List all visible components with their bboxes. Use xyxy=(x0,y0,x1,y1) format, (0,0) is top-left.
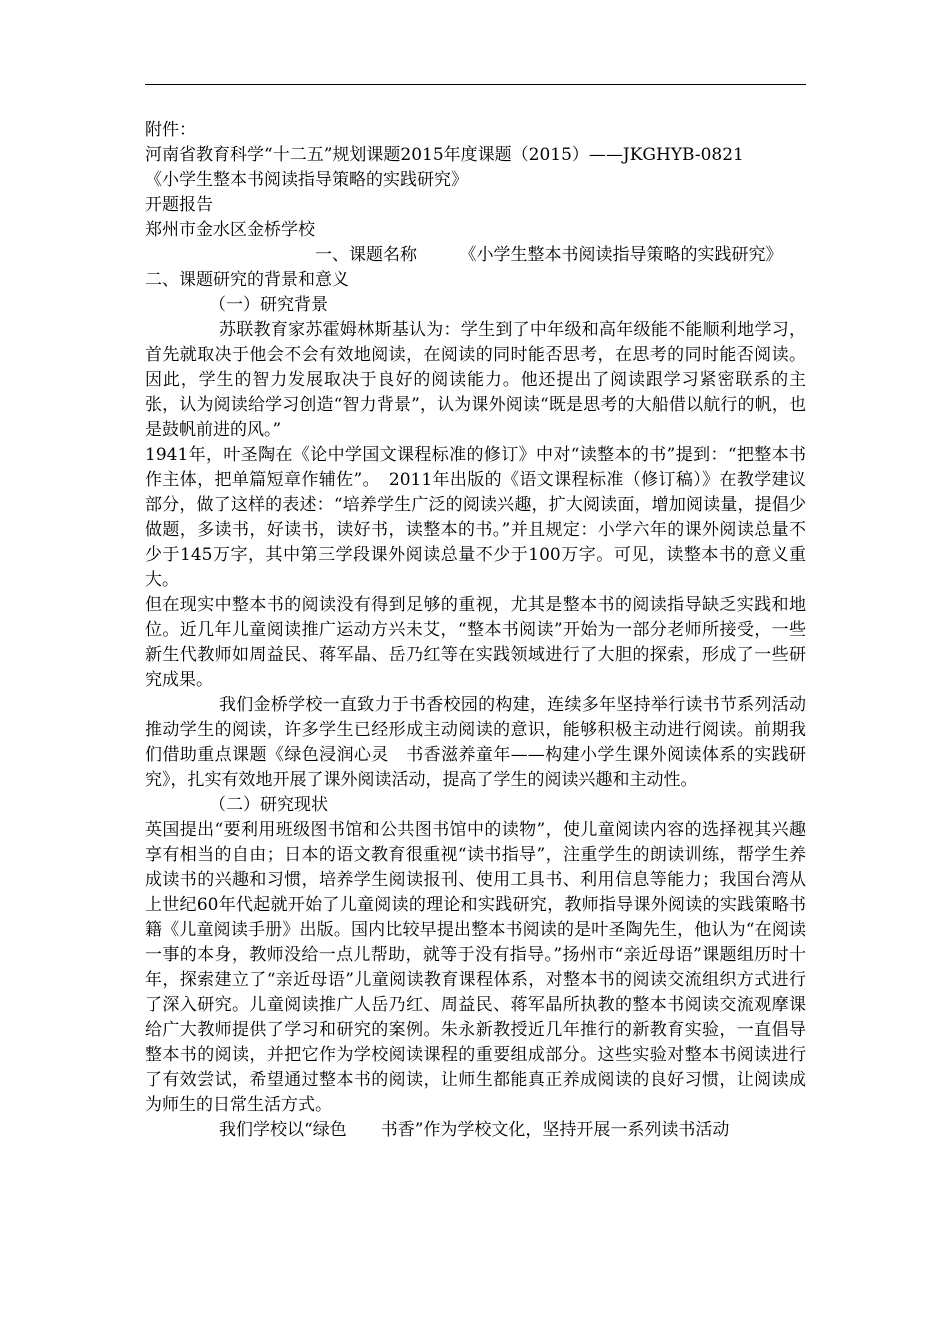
paragraph: 我们学校以“绿色 书香”作为学校文化，坚持开展一系列读书活动 xyxy=(219,1120,730,1140)
document-body xyxy=(145,118,806,1143)
subsection-2-heading: （二）研究现状 xyxy=(209,795,328,815)
school-name: 郑州市金水区金桥学校 xyxy=(145,220,315,240)
book-title: 《小学生整本书阅读指导策略的实践研究》 xyxy=(145,170,468,190)
paragraph: 苏联教育家苏霍姆林斯基认为：学生到了中年级和高年级能不能顺利地学习，首先就取决于他会不会有效地阅读，在阅读的同时能否思考，在思考的同时能否阅读。因此，学生的智力发展取决于良好的阅读能力。他还提出了阅读跟学习紧密联系的主张，认为阅读给学习创造“智力背景”，认为课外阅读“既是思考的大船借以航行的帆，也是鼓帆前进的风。” xyxy=(145,320,806,440)
report-type: 开题报告 xyxy=(145,195,213,215)
header-rule xyxy=(145,84,806,85)
paragraph: 英国提出“要利用班级图书馆和公共图书馆中的读物”，使儿童阅读内容的选择视其兴趣享有相当的自由；日本的语文教育很重视“读书指导”，注重学生的朗读训练，帮学生养成读书的兴趣和习惯，培养学生阅读报刊、使用工具书、利用信息等能力；我国台湾从上世纪60年代起就开始了儿童阅读的理论和实践研究，教师指导课外阅读的实践策略书籍《儿童阅读手册》出版。国内比较早提出整本书阅读的是叶圣陶先生，他认为“在阅读一事的本身，教师没给一点儿帮助，就等于没有指导。”扬州市“亲近母语”课题组历时十年，探索建立了“亲近母语”儿童阅读教育课程体系，对整本书的阅读交流组织方式进行了深入研究。儿童阅读推广人岳乃红、周益民、蒋军晶所执教的整本书阅读交流观摩课给广大教师提供了学习和研究的案例。朱永新教授近几年推行的新教育实验，一直倡导整本书的阅读，并把它作为学校阅读课程的重要组成部分。这些实验对整本书阅读进行了有效尝试，希望通过整本书的阅读，让师生都能真正养成阅读的良好习惯，让阅读成为师生的日常生活方式。 xyxy=(145,820,806,1115)
subsection-1-heading: （一）研究背景 xyxy=(209,295,328,315)
paragraph: 1941年，叶圣陶在《论中学国文课程标准的修订》中对“读整本的书”提到：“把整本书作主体，把单篇短章作辅佐”。 2011年出版的《语文课程标准（修订稿）》在教学建议部分，做了这样的表述：“培养学生广泛的阅读兴趣，扩大阅读面，增加阅读量，提倡少做题，多读书，好读书，读好书，读整本的书。”并且规定：小学六年的课外阅读总量不少于145万字，其中第三学段课外阅读总量不少于100万字。可见，读整本书的意义重大。 xyxy=(145,445,806,590)
section-1-heading: 一、课题名称 《小学生整本书阅读指导策略的实践研究》 xyxy=(315,245,783,265)
paragraph: 但在现实中整本书的阅读没有得到足够的重视，尤其是整本书的阅读指导缺乏实践和地位。近几年儿童阅读推广运动方兴未艾，“整本书阅读”开始为一部分老师所接受，一些新生代教师如周益民、蒋军晶、岳乃红等在实践领域进行了大胆的探索，形成了一些研究成果。 xyxy=(145,595,806,690)
paragraph: 我们金桥学校一直致力于书香校园的构建，连续多年坚持举行读书节系列活动推动学生的阅读，许多学生已经形成主动阅读的意识，能够积极主动进行阅读。前期我们借助重点课题《绿色浸润心灵 书香滋养童年——构建小学生课外阅读体系的实践研究》，扎实有效地开展了课外阅读活动，提高了学生的阅读兴趣和主动性。 xyxy=(145,695,806,790)
project-line: 河南省教育科学“十二五”规划课题2015年度课题（2015）——JKGHYB-0821 xyxy=(145,145,744,165)
section-2-heading: 二、课题研究的背景和意义 xyxy=(145,270,349,290)
attachment-label: 附件： xyxy=(145,120,196,140)
